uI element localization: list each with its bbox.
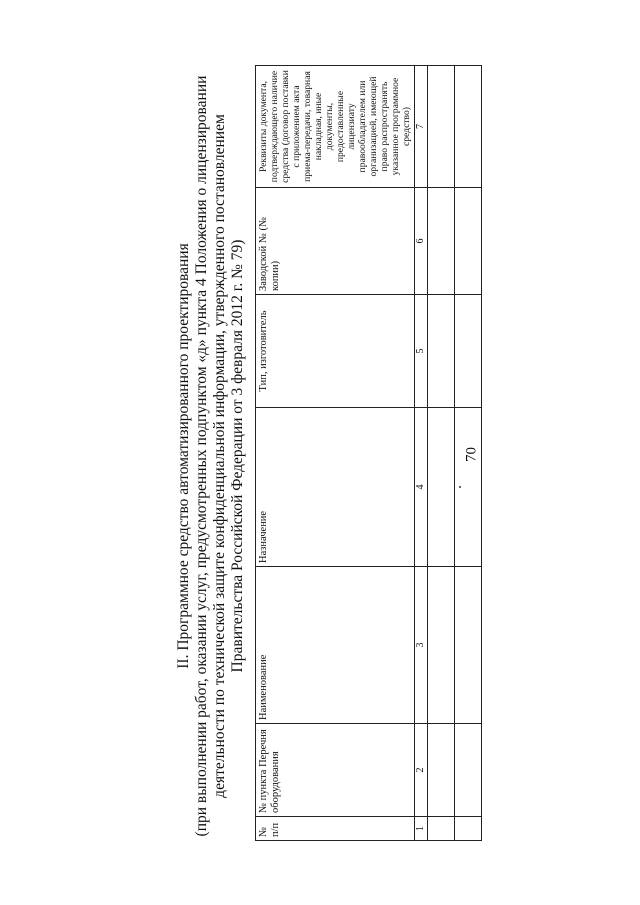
table-cell[interactable]: [428, 295, 455, 408]
heading-line-3: деятельности по технической защите конфиденциальной информации, утвержденного постановлением: [211, 114, 228, 798]
table-header-row: [256, 66, 415, 841]
equipment-table: [255, 65, 482, 841]
column-number: 7: [415, 66, 428, 188]
table-cell[interactable]: [455, 66, 482, 188]
header-cell: Заводской № (№ копии): [256, 188, 415, 295]
column-number: 6: [415, 188, 428, 295]
table-cell[interactable]: [428, 66, 455, 188]
table-cell[interactable]: [428, 188, 455, 295]
heading-line-4: Правительства Российской Федерации от 3 февраля 2012 г. № 79): [229, 239, 246, 673]
rotated-page-content: [175, 61, 475, 851]
column-number: 3: [415, 567, 428, 724]
table-cell[interactable]: [455, 408, 482, 567]
table-row: [455, 66, 482, 841]
table-cell[interactable]: [455, 724, 482, 817]
heading-line-2: (при выполнении работ, оказании услуг, предусмотренных подпунктом «д» пункта 4 Положения о лицензировании: [193, 75, 210, 837]
table-cell[interactable]: [455, 817, 482, 841]
column-number: 5: [415, 295, 428, 408]
table-cell[interactable]: [455, 295, 482, 408]
page-number: 70: [463, 447, 480, 462]
heading-line-1: II. Программное средство автоматизированного проектирования: [175, 243, 192, 669]
column-number: 1: [415, 817, 428, 841]
header-cell: Тип, изготовитель: [256, 295, 415, 408]
table-cell[interactable]: [455, 567, 482, 724]
header-cell: № пункта Перечня оборудования: [256, 724, 415, 817]
table-cell[interactable]: [428, 817, 455, 841]
table-cell[interactable]: [428, 724, 455, 817]
header-cell: № п/п: [256, 817, 415, 841]
header-cell: Реквизиты документа, подтверждающего наличие средства (договор поставки с приложением акта приема-передачи, товарная накладная, иные документы, предоставленные лицензиату правообладателем или организацией, имеющей право распространять указанное программное средство): [256, 66, 415, 188]
header-cell: Назначение: [256, 408, 415, 567]
column-number: 2: [415, 724, 428, 817]
header-cell: Наименование: [256, 567, 415, 724]
table-cell[interactable]: [428, 408, 455, 567]
table-cell[interactable]: [455, 188, 482, 295]
column-number: 4: [415, 408, 428, 567]
table-cell[interactable]: [428, 567, 455, 724]
section-heading: [175, 61, 247, 851]
column-number-row: [415, 66, 428, 841]
table-row: [428, 66, 455, 841]
